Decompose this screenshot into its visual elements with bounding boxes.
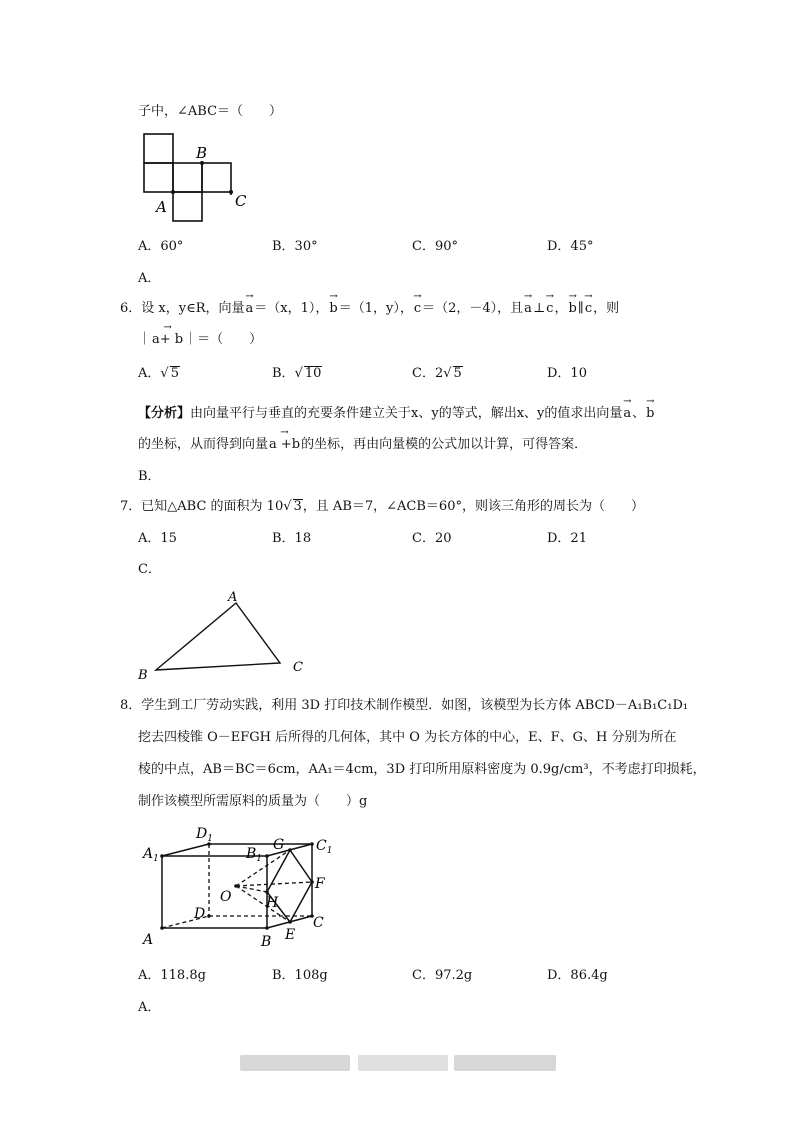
q5-stem-end: 子中，∠ABC＝（ ） [138,104,283,119]
q5-option-a: A．60° [138,239,184,254]
analysis-tag: 【分析】 [138,406,191,421]
q8-stem-line2: 挖去四棱锥 O－EFGH 后所得的几何体，其中 O 为长方体的中心，E、F、G、H 分别为所在 [138,730,677,745]
q6-stem-line1: 6．设 x，y∈R，向量→ a＝（x，1），→ b＝（1，y），→ c＝（2，－4），且→ a⊥→ c，→ b∥→ c，则 [120,301,619,317]
q6-analysis-line1: 【分析】由向量平行与垂直的充要条件建立关于x、y的等式，解出x、y的值求出向量→ a、→ b [138,406,655,422]
q8-label-o: O [220,889,232,905]
q8-label-a1: $A_1$ [143,846,159,864]
q7-label-b: B [138,668,148,683]
q7-number: 7． [120,499,142,514]
q7-option-a: A．15 [138,531,177,546]
q8-option-d: D．86.4g [547,968,608,983]
vector-a: → a [245,301,255,317]
q5-grid-figure [140,130,255,230]
q8-stem-line3: 棱的中点，AB＝BC＝6cm，AA₁＝4cm，3D 打印所用原料密度为 0.9g/cm³，不考虑打印损耗， [138,762,706,777]
q6-option-b: B．√ 10 [272,366,322,381]
q6-analysis-line2: 的坐标，从而得到向量→ a +b的坐标，再由向量模的公式加以计算，可得答案． [138,437,587,453]
blurred-footer-watermark [240,1055,556,1071]
q8-cuboid-figure [140,818,350,950]
q6-stem-line2: ｜→ a+ b｜＝（ ） [138,332,262,348]
q8-option-b: B．108g [272,968,328,983]
q5-label-a: A [156,198,167,216]
q7-label-a: A [228,590,238,605]
q8-label-a: A [143,932,154,948]
q8-option-a: A．118.8g [138,968,206,983]
q7-label-c: C [293,660,303,675]
q8-label-c: C [313,915,324,931]
q8-label-h: H [266,895,279,911]
q5-option-d: D．45° [547,239,594,254]
vector-a-plus-b: → a+ b [151,332,184,348]
q8-label-b1: $B_1$ [246,846,263,864]
q8-answer: A． [138,1000,161,1015]
q6-answer: B． [138,469,161,484]
vector-c: → c [413,301,422,317]
q8-label-c1: $C_1$ [316,838,333,856]
q8-stem-line4: 制作该模型所需原料的质量为（ ）g [138,794,368,809]
q7-answer: C． [138,562,161,577]
q8-label-g: G [273,837,285,853]
q6-option-c: C．2√ 5 [412,366,462,381]
q8-number: 8． [120,698,142,713]
q8-label-e: E [285,927,296,943]
q5-answer: A． [138,271,161,286]
q8-label-f: F [315,876,325,892]
q6-option-d: D．10 [547,366,587,381]
q7-stem: 7．已知△ABC 的面积为 10√ 3，且 AB＝7，∠ACB＝60°，则该三角形的周长为（ ） [120,499,644,514]
q5-label-b: B [196,144,208,162]
q5-label-c: C [235,192,247,210]
vector-b: → b [328,301,338,317]
q8-option-c: C．97.2g [412,968,473,983]
q6-option-a: A．√ 5 [138,366,179,381]
q7-option-c: C．20 [412,531,452,546]
q8-label-b: B [261,934,272,950]
q7-triangle-figure [130,585,320,685]
q6-number: 6． [120,301,142,316]
q8-stem-line1: 8．学生到工厂劳动实践，利用 3D 打印技术制作模型．如图，该模型为长方体 ABCD－A₁B₁C₁D₁ [120,698,689,713]
q8-label-d: D [194,906,206,922]
q5-option-b: B．30° [272,239,318,254]
q7-option-b: B．18 [272,531,312,546]
q8-label-d1: $D_1$ [196,826,213,844]
q7-option-d: D．21 [547,531,587,546]
q5-option-c: C．90° [412,239,458,254]
